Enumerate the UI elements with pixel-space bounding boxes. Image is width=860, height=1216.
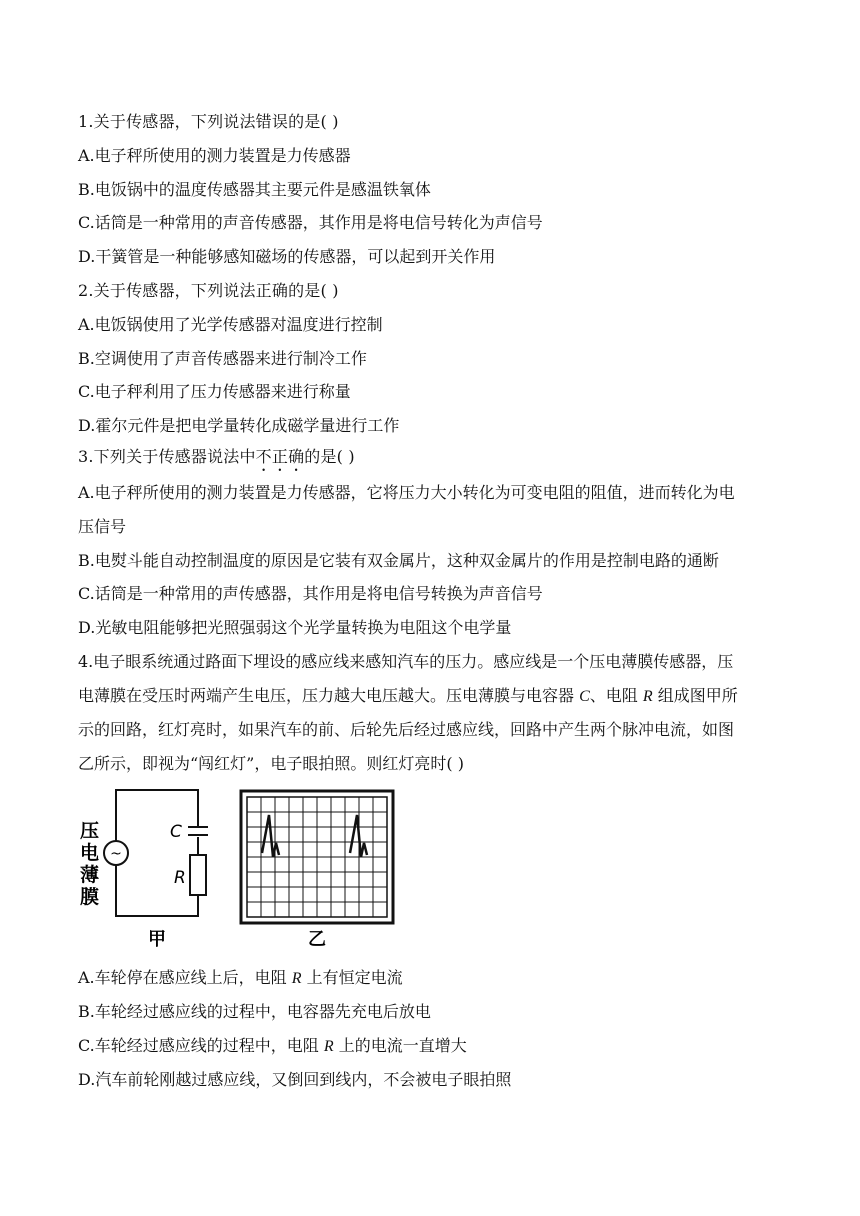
q2-option-d: D.霍尔元件是把电学量转化成磁学量进行工作 xyxy=(78,416,400,435)
q4-stem-line3: 示的回路，红灯亮时，如果汽车的前、后轮先后经过感应线，回路中产生两个脉冲电流，如图 xyxy=(78,720,735,739)
q1-option-a: A.电子秤所使用的测力装置是力传感器 xyxy=(78,146,351,165)
q4-stem-line1: 4.电子眼系统通过路面下埋设的感应线来感知汽车的压力。感应线是一个压电薄膜传感器，压 xyxy=(78,652,734,671)
q1-option-b: B.电饭锅中的温度传感器其主要元件是感温铁氧体 xyxy=(78,180,431,199)
q3-stem-pre: 3.下列关于传感器说法中 xyxy=(78,447,256,466)
q4-text: 上的电流一直增大 xyxy=(333,1036,467,1055)
q4-symbol-r: R xyxy=(323,1038,334,1055)
circuit-figure xyxy=(76,785,406,955)
q3-stem-post: 的是( ) xyxy=(304,447,355,466)
q3-stem xyxy=(78,446,355,468)
q3-option-c: C.话筒是一种常用的声传感器，其作用是将电信号转换为声音信号 xyxy=(78,584,543,603)
q3-option-b: B.电熨斗能自动控制温度的原因是它装有双金属片，这种双金属片的作用是控制电路的通断 xyxy=(78,551,719,570)
q4-option-b: B.车轮经过感应线的过程中，电容器先充电后放电 xyxy=(78,1002,431,1021)
q4-option-c xyxy=(78,1035,467,1057)
q3-emphasis-char: 正 xyxy=(271,447,289,466)
q3-emphasis-char: 确 xyxy=(288,447,305,466)
q3-option-a-line2: 压信号 xyxy=(78,517,127,536)
q1-stem: 1.关于传感器，下列说法错误的是( ) xyxy=(78,112,339,131)
ac-source-symbol: ~ xyxy=(110,846,122,862)
q3-option-d: D.光敏电阻能够把光照强弱这个光学量转换为电阻这个电学量 xyxy=(78,618,512,637)
q4-text: A.车轮停在感应线上后，电阻 xyxy=(78,968,292,987)
film-label-char: 薄 xyxy=(80,864,100,886)
q4-stem-line4: 乙所示，即视为“闯红灯”，电子眼拍照。则红灯亮时( ) xyxy=(78,754,464,773)
q4-text: 、电阻 xyxy=(589,686,643,705)
q1-option-c: C.话筒是一种常用的声音传感器，其作用是将电信号转化为声信号 xyxy=(78,213,543,232)
q4-text: C.车轮经过感应线的过程中，电阻 xyxy=(78,1036,324,1055)
q3-emphasis-char: 不 xyxy=(255,447,272,466)
q4-text: 上有恒定电流 xyxy=(301,968,403,987)
oscilloscope-screen xyxy=(241,791,393,923)
q4-option-a xyxy=(78,967,403,989)
resistor-label: R xyxy=(174,868,186,888)
q4-text: 组成图甲所 xyxy=(652,686,738,705)
film-label-char: 压 xyxy=(80,820,100,842)
q4-symbol-r: R xyxy=(291,970,302,987)
q2-option-b: B.空调使用了声音传感器来进行制冷工作 xyxy=(78,349,367,368)
q4-stem-line2 xyxy=(78,685,738,707)
caption-jia: 甲 xyxy=(148,929,166,950)
film-label-char: 膜 xyxy=(80,886,100,908)
q4-symbol-r: R xyxy=(642,688,653,705)
q4-symbol-c: C xyxy=(579,688,590,705)
q1-option-d: D.干簧管是一种能够感知磁场的传感器，可以起到开关作用 xyxy=(78,247,496,266)
q2-option-a: A.电饭锅使用了光学传感器对温度进行控制 xyxy=(78,315,383,334)
q4-option-d: D.汽车前轮刚越过感应线，又倒回到线内，不会被电子眼拍照 xyxy=(78,1070,512,1089)
q3-option-a-line1: A.电子秤所使用的测力装置是力传感器，它将压力大小转化为可变电阻的阻值，进而转化为电 xyxy=(78,483,735,502)
q2-stem: 2.关于传感器，下列说法正确的是( ) xyxy=(78,281,339,300)
q4-text: 电薄膜在受压时两端产生电压，压力越大电压越大。压电薄膜与电容器 xyxy=(78,686,580,705)
capacitor-label: C xyxy=(170,822,182,842)
film-label-char: 电 xyxy=(80,842,100,864)
q2-option-c: C.电子秤利用了压力传感器来进行称量 xyxy=(78,382,351,401)
caption-yi: 乙 xyxy=(308,929,326,950)
